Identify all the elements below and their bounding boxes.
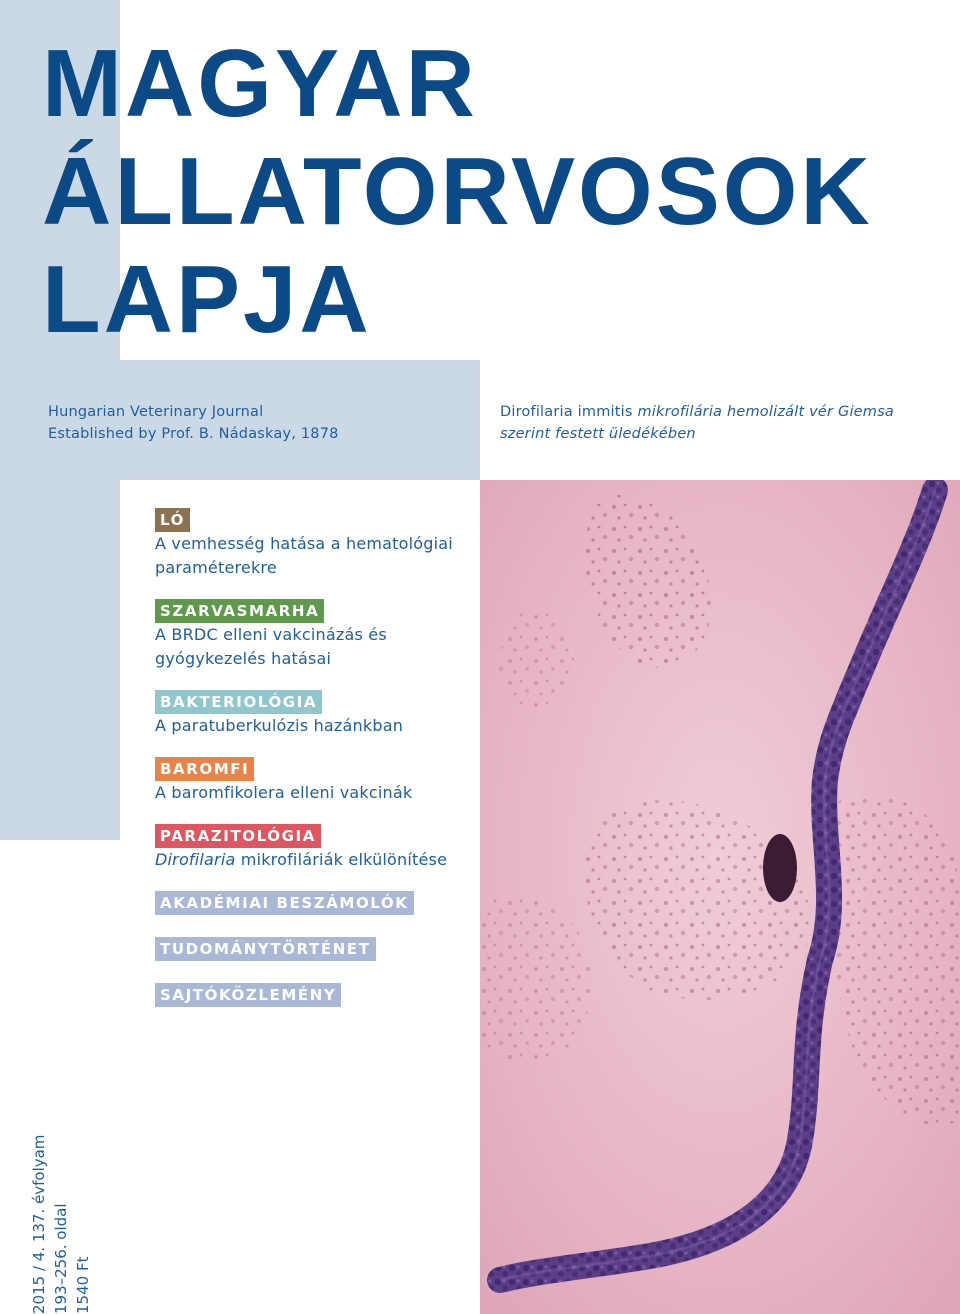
section-tag-baromfi: BAROMFI bbox=[155, 757, 254, 781]
toc-section bbox=[155, 937, 475, 961]
toc-section bbox=[155, 599, 475, 671]
toc-section bbox=[155, 891, 475, 915]
article-title-italic: Dirofilaria bbox=[155, 850, 236, 869]
subtitle-founder: Established by Prof. B. Nádaskay, 1878 bbox=[48, 426, 339, 442]
section-tag-bakteriologia: BAKTERIOLÓGIA bbox=[155, 690, 322, 714]
toc-section bbox=[155, 757, 475, 805]
table-of-contents bbox=[155, 508, 475, 1026]
toc-section bbox=[155, 690, 475, 738]
caption-description: mikrofilária hemolizált vér Giemsa szerint festett üledékében bbox=[500, 404, 894, 442]
toc-section bbox=[155, 508, 475, 580]
caption-species: Dirofilaria immitis bbox=[500, 404, 633, 420]
section-tag-akademiai-beszamolok: AKADÉMIAI BESZÁMOLÓK bbox=[155, 891, 414, 915]
article-title: A paratuberkulózis hazánkban bbox=[155, 716, 404, 735]
title-line: MAGYAR bbox=[42, 30, 478, 137]
article-title-rest: mikrofiláriák elkülönítése bbox=[235, 850, 448, 869]
toc-section bbox=[155, 983, 475, 1007]
section-tag-lo: LÓ bbox=[155, 508, 190, 532]
issue-volume: 2015 / 4. 137. évfolyam bbox=[30, 1134, 48, 1314]
issue-info bbox=[28, 1135, 94, 1314]
journal-title bbox=[42, 30, 873, 354]
section-tag-sajtokozlemeny: SAJTÓKÖZLEMÉNY bbox=[155, 983, 341, 1007]
article-title bbox=[155, 848, 475, 872]
article-title: A vemhesség hatása a hematológiai paraméterekre bbox=[155, 534, 453, 577]
cover-image-caption bbox=[500, 401, 940, 445]
section-tag-parazitologia: PARAZITOLÓGIA bbox=[155, 824, 321, 848]
journal-subtitle bbox=[48, 401, 339, 445]
title-line: ÁLLATORVOSOK bbox=[42, 138, 873, 245]
toc-section bbox=[155, 824, 475, 872]
title-line: LAPJA bbox=[42, 246, 372, 353]
section-tag-tudomanytortenet: TUDOMÁNYTÖRTÉNET bbox=[155, 937, 376, 961]
article-title: A BRDC elleni vakcinázás és gyógykezelés hatásai bbox=[155, 625, 387, 668]
article-title: A baromfikolera elleni vakcinák bbox=[155, 783, 413, 802]
issue-price: 1540 Ft bbox=[74, 1256, 92, 1314]
microscopy-photo-icon bbox=[480, 480, 960, 1314]
section-tag-szarvasmarha: SZARVASMARHA bbox=[155, 599, 324, 623]
issue-pages: 193–256. oldal bbox=[52, 1203, 70, 1314]
subtitle-english: Hungarian Veterinary Journal bbox=[48, 404, 264, 420]
